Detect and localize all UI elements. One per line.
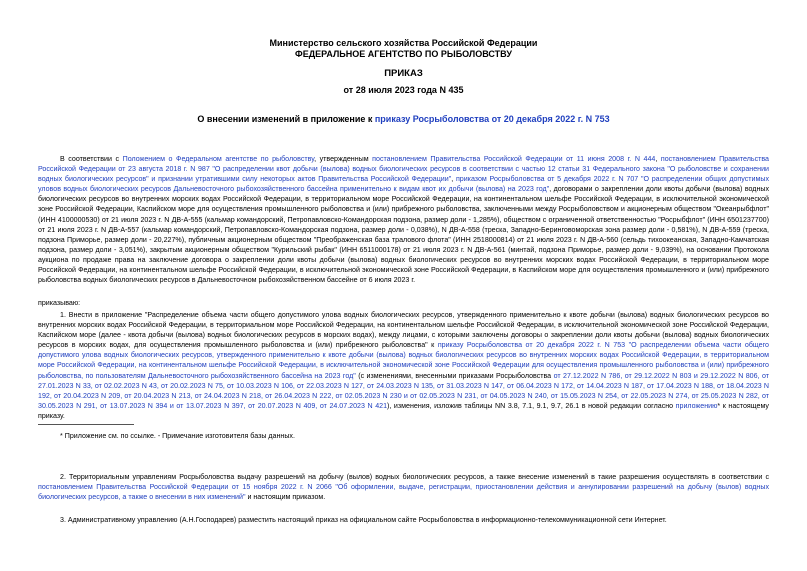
preamble-text-2: , утвержденным (314, 155, 373, 163)
link-regulation-agency[interactable]: Положением о Федеральном агентстве по рыболовству (122, 155, 315, 163)
link-amending-orders[interactable]: от 27.12.2022 N 786, от 29.12.2022 N 803 и 29.12.2022 N 806, от 27.01.2023 N 33, от 02.02.2023 N 43, от 20.02.2023 N 75, от 10.03.2023 N 106, от 22.03.2023 N 127, от 24.03.2023 N 135, от 31.03.2023 N 147, от 06.04.2023 N 172, от 14.04.2023 N 187, от 17.04.2023 N 188, от 18.04.2023 N 192, от 20.04.2023 N 209, от 20.04.2023 N 213, от 24.04.2023 N 218, от 26.04.2023 N 222, от 02.05.2023 N 230 и от 02.05.2023 N 231, от 04.05.2023 N 240, от 15.05.2023 N 254, от 22.05.2023 N 274, от 25.05.2023 N 282, от 30.05.2023 N 291, от 13.07.2023 N 394 и от 13.07.2023 N 397, от 20.07.2023 N 409, от 24.07.2023 N 421 (38, 371, 769, 410)
item-2-text-2: и настоящим приказом. (245, 493, 326, 502)
preamble-text-1: В соответствии с (60, 155, 123, 163)
document-type: ПРИКАЗ (384, 68, 423, 79)
preamble-text-3: , (655, 155, 661, 163)
item-2-paragraph (38, 472, 769, 502)
agency-title: ФЕДЕРАЛЬНОЕ АГЕНТСТВО ПО РЫБОЛОВСТВУ (295, 49, 512, 59)
item-1-text-4: * к настоящему приказу. (38, 401, 769, 420)
preamble-paragraph (38, 154, 769, 285)
document-date-number: от 28 июля 2023 года N 435 (343, 85, 464, 95)
preamble-text-4: , (451, 175, 456, 184)
item-1-text-2: (с изменениями, внесенными приказами Росрыболовства (355, 371, 554, 380)
item-3-paragraph: 3. Административному управлению (А.Н.Господарев) разместить настоящий приказ на официальном сайте Росрыболовства в информационно-телекоммуникационной сети Интернет. (60, 516, 667, 524)
preamble-text-5: , договорами о закреплении доли квоты добычи (вылова) водных биологических ресурсов во внутренних морских водах Российской Федерации, в территориальном море Российской Федерации, на континентальном шельфе Российской Федерации, в исключительной экономической зоне Российской Федерации, Каспийском море для осуществления промышленного рыболовства и (или) прибрежного рыболовства, заключенными между Росрыболовством и акционерным обществом "Океанрыбфлот" (ИНН 4100000530) от 21 июля 2023 г. N ДВ-А-555 (кальмар командорский, Петропавловско-Командорская подзона, размер доли - 1,285%), обществом с ограниченной ответственностью "Росрыбфлот" (ИНН 6501237700) от 21 июля 2023 г. N ДВ-А-557 (кальмар командорский, Петропавловско-Командорская подзона, размер доли - 0,038%), N ДВ-А-558 (треска, Западно-Беринговоморская зона размер доли - 0,581%), N ДВ-А-559 (треска, подзона Приморье, размер доли - 20,227%), публичным акционерным обществом "Преображенская база тралового флота" (ИНН 2518000814) от 21 июля 2023 г. N ДВ-А-560 (сельдь тихоокеанская, Западно-Камчатская подзона, размер доли - 3,051%), закрытым акционерным обществом "Курильский рыбак" (ИНН 6511000178) от 21 июля 2023 г. N ДВ-А-561 (минтай, подзона Приморье, размер доли - 9,039%), на основании Протокола аукциона по продаже права на заключение договора о закреплении доли квоты добычи (вылова) водных биологических ресурсов во внутренних морских водах Российской Федерации, в территориальном море Российской Федерации, на континентальном шельфе Российской Федерации, в исключительной экономической зоне Российской Федерации, в Каспийском море для осуществления промышленного и (или) прибрежного рыболовства водных биологических ресурсов в Дальневосточном рыбохозяйственном бассейне от 6 июля 2023 г. (38, 185, 770, 285)
subject-link[interactable]: приказу Росрыболовства от 20 декабря 2022 г. N 753 (374, 114, 610, 124)
item-1-text-1: 1. Внести в приложение "Распределение объема части общего допустимого улова водных биологических ресурсов, утвержденного применительно к квоте добычи (вылова) водных биологических ресурсов во внутренних морских водах Российской Федерации, в территориальном море Российской Федерации, на континентальном шельфе Российской Федерации, в исключительной экономической зоне Российской Федерации, Каспийском море (далее - квота добычи (вылова) водных биологических ресурсов в морских водах), между лицами, с которыми заключены договоры о закреплении доли квоты добычи (вылова) водных биологических ресурсов в морских водах, для осуществления промышленного рыболовства и (или) прибрежного рыболовства" к (38, 311, 769, 350)
order-word: приказываю: (38, 299, 81, 307)
item-2-text-1: 2. Территориальным управлениям Росрыболовства выдачу разрешений на добычу (вылов) водных биологических ресурсов, а также внесение изменений в такие разрешения осуществлять в соответствии с (60, 473, 769, 481)
link-order-753[interactable]: приказу Росрыболовства от 20 декабря 2022 г. N 753 "О распределении объема части общего допустимого улова водных биологических ресурсов, утвержденного применительно к квоте добычи (вылова) водных биологических ресурсов во внутренних морских водах Российской Федерации, в территориальном море Российской Федерации, на континентальном шельфе Российской Федерации, в исключительной экономической зоне Российской Федерации для осуществления промышленного рыболовства и (или) прибрежного рыболовства, по пользователям Дальневосточного рыбохозяйственного бассейна на 2023 год" (38, 341, 769, 380)
item-1-text-3: ), изменения, изложив таблицы NN 3.8, 7.1, 9.1, 9.7, 26.1 в новой редакции согласно (387, 401, 676, 410)
link-decree-987[interactable]: постановлением Правительства Российской Федерации от 23 августа 2018 г. N 987 "О распределении квот добычи (вылова) водных биологических ресурсов в соответствии с частью 12 статьи 31 Федерального закона "О рыболовстве и сохранении водных биологических ресурсов" и признании утратившими силу некоторых актов Правительства Российской Федерации" (38, 155, 769, 184)
footnote-divider (38, 424, 134, 425)
document-subject (0, 114, 807, 125)
footnote: * Приложение см. по ссылке. - Примечание изготовителя базы данных. (60, 432, 295, 440)
item-1-paragraph (38, 310, 769, 421)
link-decree-2066[interactable]: постановлением Правительства Российской Федерации от 15 ноября 2022 г. N 2066 "Об оформлении, выдаче, регистрации, приостановлении действия и аннулировании разрешений на добычу (вылов) водных биологических ресурсов, а также о внесении в них изменений" (38, 483, 769, 502)
subject-text: О внесении изменений в приложение к (197, 114, 375, 124)
link-order-707[interactable]: приказом Росрыболовства от 5 декабря 2022 г. N 707 "О распределении общих допустимых уловов водных биологических ресурсов Дальневосточного рыбохозяйственного бассейна применительно к видам квот их добычи (вылова) на 2023 год" (38, 175, 769, 194)
ministry-title: Министерство сельского хозяйства Российской Федерации (269, 38, 538, 48)
link-decree-444[interactable]: постановлением Правительства Российской Федерации от 11 июня 2008 г. N 444 (372, 155, 656, 163)
link-appendix[interactable]: приложению (675, 401, 718, 410)
